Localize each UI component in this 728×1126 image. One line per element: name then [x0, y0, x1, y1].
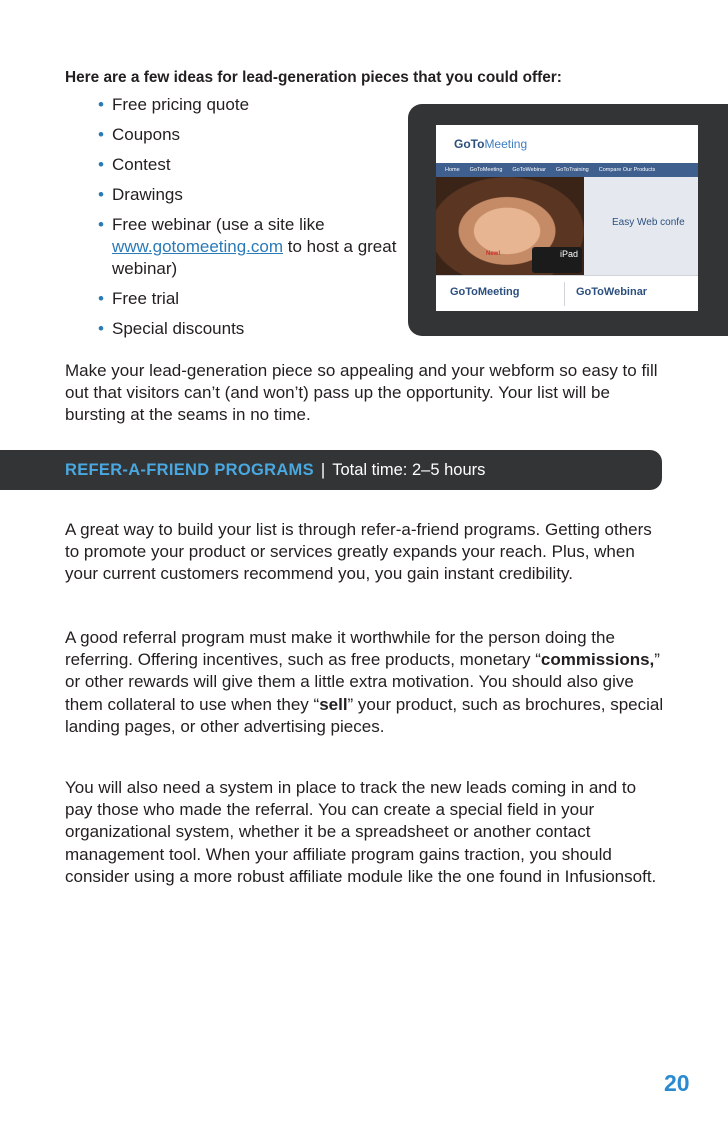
brand-logo: GoToWebinar	[576, 286, 648, 298]
gotomeeting-screenshot	[408, 104, 728, 336]
nav-item: GoToTraining	[555, 167, 589, 173]
gotomeeting-logo: GoToMeeting	[454, 137, 528, 151]
list-item: • Special discounts	[98, 319, 245, 338]
bullet-icon: •	[98, 319, 104, 338]
paragraph: You will also need a system in place to track the new leads coming in and to pay those who made the referral. You can create a special field in your organizational system, whether it be a spreadsheet or another contact management tool. When your affiliate program gains traction, you should consider using a more robust affiliate module like the one found in Infusionsoft.	[65, 778, 657, 886]
paragraph: A good referral program must make it worthwhile for the person doing the referring. Offering incentives, such as free products, monetary “commissions,” or other rewards will give them a little extra motivation. You should also give them collateral to use when they “sell” your product, such as brochures, special landing pages, or other advertising pieces.	[65, 628, 664, 736]
ipad-icon: iPad	[532, 247, 582, 273]
list-item: • Free webinar (use a site like www.gotomeeting.com to host a great webinar)	[98, 215, 397, 278]
section-time: Total time: 2–5 hours	[332, 460, 486, 479]
intro-heading: Here are a few ideas for lead-generation pieces that you could offer:	[65, 69, 562, 86]
new-tag: New!	[486, 251, 501, 257]
divider	[564, 282, 565, 306]
hero-text: Easy Web confe	[612, 217, 685, 228]
bullet-icon: •	[98, 155, 104, 174]
hero-banner	[436, 177, 698, 275]
divider: |	[320, 460, 326, 479]
brand-logo: GoToMeeting	[450, 286, 520, 298]
bullet-icon: •	[98, 125, 104, 144]
list-item: • Drawings	[98, 185, 183, 204]
nav-item: GoToWebinar	[512, 167, 546, 173]
nav-item: GoToMeeting	[469, 167, 503, 173]
nav-item: Compare Our Products	[598, 167, 656, 173]
gotomeeting-link[interactable]: www.gotomeeting.com	[112, 237, 284, 256]
ideas-list	[98, 94, 408, 348]
site-nav	[436, 163, 698, 177]
paragraph: Make your lead-generation piece so appealing and your webform so easy to fill out that visitors can’t (and won’t) pass up the opportunity. Your list will be bursting at the seams in no time.	[65, 361, 658, 424]
bullet-icon: •	[98, 215, 104, 234]
paragraph: A great way to build your list is through refer-a-friend programs. Getting others to promote your product or services greatly expands your reach. Plus, when your current customers recommend you, you gain instant credibility.	[65, 520, 652, 584]
bullet-icon: •	[98, 185, 104, 204]
list-item: • Contest	[98, 155, 171, 174]
bullet-icon: •	[98, 289, 104, 308]
bullet-icon: •	[98, 95, 104, 114]
list-item: • Free pricing quote	[98, 95, 250, 114]
page-number: 20	[664, 1070, 690, 1096]
website-screen	[436, 125, 698, 311]
brand-strip	[436, 275, 698, 311]
list-item: • Free trial	[98, 289, 180, 308]
list-item: • Coupons	[98, 125, 181, 144]
nav-item: Home	[445, 167, 460, 173]
section-title: REFER-A-FRIEND PROGRAMS	[65, 460, 314, 479]
section-header	[0, 450, 662, 490]
